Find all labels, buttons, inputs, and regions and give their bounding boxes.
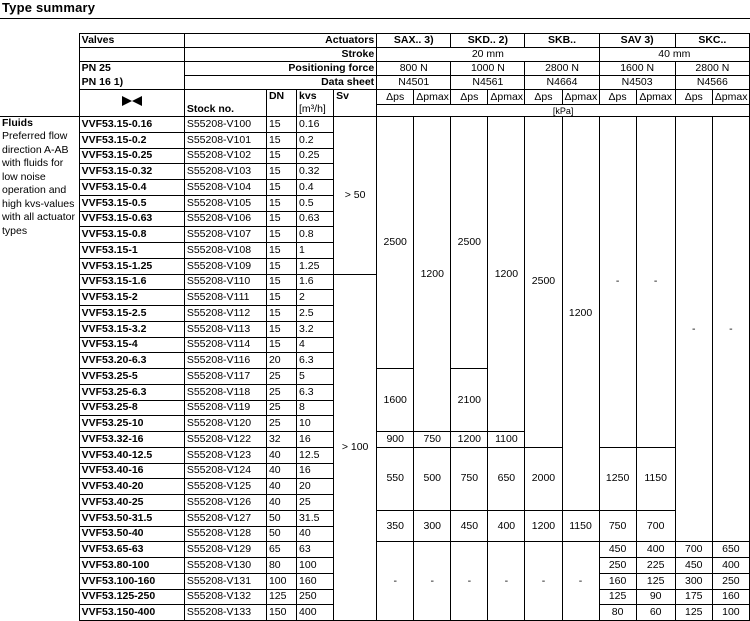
valve-type: VVF53.100-160 bbox=[79, 573, 184, 589]
skd-dps-e: 450 bbox=[451, 510, 488, 542]
table-row bbox=[0, 117, 750, 133]
dn-value: 15 bbox=[266, 337, 296, 353]
kvs-value: 0.5 bbox=[297, 195, 334, 211]
stock-number: S55208-V106 bbox=[184, 211, 266, 227]
dp-max-skd: Δpmax bbox=[488, 90, 525, 105]
skb-dps-a: 2500 bbox=[525, 117, 562, 448]
skb-dps-d: 2000 bbox=[525, 447, 562, 510]
kvs-unit: [m³/h] bbox=[299, 103, 326, 115]
fluids-cell bbox=[0, 117, 79, 621]
skd-dps-c: 1200 bbox=[451, 432, 488, 448]
force-skd: 1000 N bbox=[451, 62, 525, 76]
dp-s-skd: Δps bbox=[451, 90, 488, 105]
valve-type: VVF53.50-31.5 bbox=[79, 510, 184, 526]
kvs-value: 3.2 bbox=[297, 321, 334, 337]
stock-number: S55208-V132 bbox=[184, 589, 266, 605]
kvs-value: 1 bbox=[297, 243, 334, 259]
skc-dps-big: 300 bbox=[675, 573, 712, 589]
skb-dpmax-e: 1150 bbox=[562, 510, 599, 542]
stock-number: S55208-V113 bbox=[184, 321, 266, 337]
skc-dps-big: 450 bbox=[675, 558, 712, 574]
dn-value: 100 bbox=[266, 573, 296, 589]
dn-value: 25 bbox=[266, 400, 296, 416]
dn-value: 25 bbox=[266, 416, 296, 432]
sax-dpmax-d: 500 bbox=[414, 447, 451, 510]
kvs-value: 63 bbox=[297, 542, 334, 558]
kvs-value: 0.63 bbox=[297, 211, 334, 227]
stock-number: S55208-V122 bbox=[184, 432, 266, 448]
valve-type: VVF53.40-12.5 bbox=[79, 447, 184, 463]
stock-number: S55208-V114 bbox=[184, 337, 266, 353]
skd-dpmax-c: 1100 bbox=[488, 432, 525, 448]
valve-type: VVF53.15-0.16 bbox=[79, 117, 184, 133]
sav-dps-big: 80 bbox=[599, 605, 636, 621]
stock-number: S55208-V110 bbox=[184, 274, 266, 290]
pn25-label: PN 25 bbox=[79, 62, 184, 76]
actuator-skc-header: SKC.. bbox=[675, 34, 749, 48]
skc-dps-big: 125 bbox=[675, 605, 712, 621]
valve-type: VVF53.15-1 bbox=[79, 243, 184, 259]
stock-number: S55208-V126 bbox=[184, 495, 266, 511]
dn-header: DN bbox=[266, 90, 296, 117]
page-title: Type summary bbox=[2, 0, 96, 15]
valve-type: VVF53.15-0.5 bbox=[79, 195, 184, 211]
valves-header: Valves bbox=[79, 34, 184, 48]
sav-dpmax-e: 700 bbox=[636, 510, 675, 542]
kvs-value: 250 bbox=[297, 589, 334, 605]
valve-type: VVF53.65-63 bbox=[79, 542, 184, 558]
dp-max-skc: Δpmax bbox=[712, 90, 749, 105]
kpa-unit: [kPa] bbox=[377, 105, 750, 117]
kvs-value: 1.6 bbox=[297, 274, 334, 290]
sav-dpmax-d: 1150 bbox=[636, 447, 675, 510]
kvs-value: 0.4 bbox=[297, 180, 334, 196]
stock-number: S55208-V116 bbox=[184, 353, 266, 369]
skc-dpmax-a: - bbox=[712, 117, 749, 542]
kvs-value: 2.5 bbox=[297, 306, 334, 322]
skb-dps-e: 1200 bbox=[525, 510, 562, 542]
dn-value: 80 bbox=[266, 558, 296, 574]
skc-dpmax-big: 160 bbox=[712, 589, 749, 605]
stock-number: S55208-V104 bbox=[184, 180, 266, 196]
valve-type: VVF53.15-1.6 bbox=[79, 274, 184, 290]
sax-dps-a: 2500 bbox=[377, 117, 414, 369]
skc-dps-a: - bbox=[675, 117, 712, 542]
kvs-value: 5 bbox=[297, 369, 334, 385]
dn-value: 15 bbox=[266, 274, 296, 290]
kvs-value: 4 bbox=[297, 337, 334, 353]
valve-type: VVF53.15-0.25 bbox=[79, 148, 184, 164]
sax-dps-b: 1600 bbox=[377, 369, 414, 432]
valve-symbol-cell bbox=[79, 90, 184, 117]
actuator-sax-header: SAX.. 3) bbox=[377, 34, 451, 48]
valve-type: VVF53.15-0.2 bbox=[79, 132, 184, 148]
stock-number: S55208-V119 bbox=[184, 400, 266, 416]
valve-type: VVF53.15-2 bbox=[79, 290, 184, 306]
sav-dpmax-a: - bbox=[636, 117, 675, 448]
dn-value: 65 bbox=[266, 542, 296, 558]
dn-value: 15 bbox=[266, 243, 296, 259]
force-sax: 800 N bbox=[377, 62, 451, 76]
sv-lower: > 100 bbox=[334, 274, 377, 621]
dp-s-skc: Δps bbox=[675, 90, 712, 105]
kvs-value: 16 bbox=[297, 432, 334, 448]
valve-type: VVF53.15-2.5 bbox=[79, 306, 184, 322]
stock-number: S55208-V105 bbox=[184, 195, 266, 211]
skd-dps-d: 750 bbox=[451, 447, 488, 510]
data-sheet-header: Data sheet bbox=[184, 76, 376, 90]
stock-number: S55208-V120 bbox=[184, 416, 266, 432]
stock-number: S55208-V133 bbox=[184, 605, 266, 621]
dn-value: 15 bbox=[266, 164, 296, 180]
kvs-value: 31.5 bbox=[297, 510, 334, 526]
valve-type: VVF53.15-4 bbox=[79, 337, 184, 353]
dp-s-skb: Δps bbox=[525, 90, 562, 105]
dn-value: 15 bbox=[266, 117, 296, 133]
stroke-40: 40 mm bbox=[599, 48, 749, 62]
stock-number: S55208-V109 bbox=[184, 258, 266, 274]
dp-max-sax: Δpmax bbox=[414, 90, 451, 105]
valve-type: VVF53.80-100 bbox=[79, 558, 184, 574]
dn-value: 15 bbox=[266, 321, 296, 337]
skc-dpmax-big: 100 bbox=[712, 605, 749, 621]
dn-value: 25 bbox=[266, 384, 296, 400]
valve-type: VVF53.15-0.8 bbox=[79, 227, 184, 243]
kvs-value: 8 bbox=[297, 400, 334, 416]
type-summary-table bbox=[0, 33, 750, 621]
stock-number: S55208-V111 bbox=[184, 290, 266, 306]
dn-value: 15 bbox=[266, 227, 296, 243]
kvs-value: 2 bbox=[297, 290, 334, 306]
sheet-sav: N4503 bbox=[599, 76, 675, 90]
kvs-value: 20 bbox=[297, 479, 334, 495]
sax-dps-f: - bbox=[377, 542, 414, 621]
valve-type: VVF53.15-0.63 bbox=[79, 211, 184, 227]
kvs-label: kvs bbox=[299, 90, 317, 102]
sav-dps-a: - bbox=[599, 117, 636, 448]
valve-type: VVF53.50-40 bbox=[79, 526, 184, 542]
dp-max-sav: Δpmax bbox=[636, 90, 675, 105]
sax-dps-c: 900 bbox=[377, 432, 414, 448]
valve-type: VVF53.40-16 bbox=[79, 463, 184, 479]
kvs-value: 0.8 bbox=[297, 227, 334, 243]
dn-value: 15 bbox=[266, 195, 296, 211]
stock-number: S55208-V124 bbox=[184, 463, 266, 479]
dn-value: 150 bbox=[266, 605, 296, 621]
kvs-value: 6.3 bbox=[297, 353, 334, 369]
kvs-value: 0.25 bbox=[297, 148, 334, 164]
kvs-value: 0.2 bbox=[297, 132, 334, 148]
kvs-value: 100 bbox=[297, 558, 334, 574]
skc-dps-big: 700 bbox=[675, 542, 712, 558]
valve-type: VVF53.25-10 bbox=[79, 416, 184, 432]
force-skb: 2800 N bbox=[525, 62, 599, 76]
valve-type: VVF53.15-0.32 bbox=[79, 164, 184, 180]
stock-number: S55208-V102 bbox=[184, 148, 266, 164]
dp-max-skb: Δpmax bbox=[562, 90, 599, 105]
dp-s-sav: Δps bbox=[599, 90, 636, 105]
valve-type: VVF53.20-6.3 bbox=[79, 353, 184, 369]
valve-type: VVF53.15-0.4 bbox=[79, 180, 184, 196]
dp-s-sax: Δps bbox=[377, 90, 414, 105]
skd-dpmax-e: 400 bbox=[488, 510, 525, 542]
sv-header: Sv bbox=[334, 90, 377, 117]
sav-dps-big: 250 bbox=[599, 558, 636, 574]
sheet-skc: N4566 bbox=[675, 76, 749, 90]
valve-type: VVF53.40-20 bbox=[79, 479, 184, 495]
dn-value: 15 bbox=[266, 211, 296, 227]
pn16-label: PN 16 1) bbox=[79, 76, 184, 90]
valve-type: VVF53.25-8 bbox=[79, 400, 184, 416]
kvs-value: 25 bbox=[297, 495, 334, 511]
sav-dps-big: 125 bbox=[599, 589, 636, 605]
sheet-sax: N4501 bbox=[377, 76, 451, 90]
valve-type: VVF53.15-3.2 bbox=[79, 321, 184, 337]
fluids-description: Preferred flow direction A-AB with fluids for low noise operation and high kvs-values with all actuator types bbox=[2, 130, 75, 237]
valve-icon bbox=[119, 94, 145, 108]
skd-dpmax-d: 650 bbox=[488, 447, 525, 510]
sax-dpmax-f: - bbox=[414, 542, 451, 621]
sheet-skb: N4664 bbox=[525, 76, 599, 90]
skc-dps-big: 175 bbox=[675, 589, 712, 605]
stock-number: S55208-V103 bbox=[184, 164, 266, 180]
sav-dpmax-big: 225 bbox=[636, 558, 675, 574]
skd-dpmax-a: 1200 bbox=[488, 117, 525, 432]
kvs-value: 16 bbox=[297, 463, 334, 479]
dn-value: 15 bbox=[266, 306, 296, 322]
stroke-20: 20 mm bbox=[377, 48, 599, 62]
stock-number: S55208-V112 bbox=[184, 306, 266, 322]
skd-dps-a: 2500 bbox=[451, 117, 488, 369]
valve-type: VVF53.25-6.3 bbox=[79, 384, 184, 400]
sax-dpmax-a: 1200 bbox=[414, 117, 451, 432]
dn-value: 15 bbox=[266, 290, 296, 306]
sav-dps-d: 1250 bbox=[599, 447, 636, 510]
stock-number: S55208-V127 bbox=[184, 510, 266, 526]
sav-dpmax-big: 60 bbox=[636, 605, 675, 621]
stock-number: S55208-V131 bbox=[184, 573, 266, 589]
stock-number: S55208-V108 bbox=[184, 243, 266, 259]
positioning-force-header: Positioning force bbox=[184, 62, 376, 76]
dn-value: 15 bbox=[266, 258, 296, 274]
dn-value: 50 bbox=[266, 510, 296, 526]
stock-number: S55208-V125 bbox=[184, 479, 266, 495]
stock-number: S55208-V128 bbox=[184, 526, 266, 542]
skb-dps-f: - bbox=[525, 542, 562, 621]
sav-dps-big: 160 bbox=[599, 573, 636, 589]
actuator-sav-header: SAV 3) bbox=[599, 34, 675, 48]
valve-type: VVF53.32-16 bbox=[79, 432, 184, 448]
dn-value: 40 bbox=[266, 479, 296, 495]
kvs-value: 12.5 bbox=[297, 447, 334, 463]
dn-value: 15 bbox=[266, 180, 296, 196]
sav-dps-e: 750 bbox=[599, 510, 636, 542]
kvs-value: 10 bbox=[297, 416, 334, 432]
sav-dpmax-big: 125 bbox=[636, 573, 675, 589]
fluids-title: Fluids bbox=[2, 117, 33, 129]
skc-dpmax-big: 250 bbox=[712, 573, 749, 589]
kvs-value: 40 bbox=[297, 526, 334, 542]
stock-number: S55208-V100 bbox=[184, 117, 266, 133]
dn-value: 32 bbox=[266, 432, 296, 448]
stock-number: S55208-V123 bbox=[184, 447, 266, 463]
dn-value: 40 bbox=[266, 447, 296, 463]
kvs-value: 1.25 bbox=[297, 258, 334, 274]
kvs-value: 160 bbox=[297, 573, 334, 589]
skc-dpmax-big: 650 bbox=[712, 542, 749, 558]
sax-dpmax-c: 750 bbox=[414, 432, 451, 448]
kvs-header bbox=[297, 90, 334, 117]
dn-value: 40 bbox=[266, 463, 296, 479]
dn-value: 20 bbox=[266, 353, 296, 369]
sav-dpmax-big: 90 bbox=[636, 589, 675, 605]
stock-no-header: Stock no. bbox=[184, 90, 266, 117]
valve-type: VVF53.25-5 bbox=[79, 369, 184, 385]
kvs-value: 400 bbox=[297, 605, 334, 621]
dn-value: 125 bbox=[266, 589, 296, 605]
skb-dpmax-a: 1200 bbox=[562, 117, 599, 511]
sheet-skd: N4561 bbox=[451, 76, 525, 90]
skd-dps-b: 2100 bbox=[451, 369, 488, 432]
stroke-header: Stroke bbox=[184, 48, 376, 62]
skd-dps-f: - bbox=[451, 542, 488, 621]
title-rule bbox=[0, 18, 750, 19]
kvs-value: 0.32 bbox=[297, 164, 334, 180]
sax-dpmax-e: 300 bbox=[414, 510, 451, 542]
kvs-value: 6.3 bbox=[297, 384, 334, 400]
valve-type: VVF53.15-1.25 bbox=[79, 258, 184, 274]
stock-number: S55208-V117 bbox=[184, 369, 266, 385]
force-sav: 1600 N bbox=[599, 62, 675, 76]
stock-number: S55208-V130 bbox=[184, 558, 266, 574]
dn-value: 15 bbox=[266, 148, 296, 164]
sax-dps-e: 350 bbox=[377, 510, 414, 542]
valve-type: VVF53.125-250 bbox=[79, 589, 184, 605]
dn-value: 15 bbox=[266, 132, 296, 148]
valve-type: VVF53.150-400 bbox=[79, 605, 184, 621]
sav-dpmax-big: 400 bbox=[636, 542, 675, 558]
skc-dpmax-big: 400 bbox=[712, 558, 749, 574]
kvs-value: 0.16 bbox=[297, 117, 334, 133]
dn-value: 25 bbox=[266, 369, 296, 385]
valve-type: VVF53.40-25 bbox=[79, 495, 184, 511]
skb-dpmax-f: - bbox=[562, 542, 599, 621]
stock-number: S55208-V101 bbox=[184, 132, 266, 148]
sv-upper: > 50 bbox=[334, 117, 377, 275]
skd-dpmax-f: - bbox=[488, 542, 525, 621]
sav-dps-big: 450 bbox=[599, 542, 636, 558]
dn-value: 50 bbox=[266, 526, 296, 542]
stock-number: S55208-V118 bbox=[184, 384, 266, 400]
sax-dps-d: 550 bbox=[377, 447, 414, 510]
stock-number: S55208-V129 bbox=[184, 542, 266, 558]
actuators-header: Actuators bbox=[184, 34, 376, 48]
force-skc: 2800 N bbox=[675, 62, 749, 76]
stock-number: S55208-V107 bbox=[184, 227, 266, 243]
dn-value: 40 bbox=[266, 495, 296, 511]
actuator-skb-header: SKB.. bbox=[525, 34, 599, 48]
actuator-skd-header: SKD.. 2) bbox=[451, 34, 525, 48]
